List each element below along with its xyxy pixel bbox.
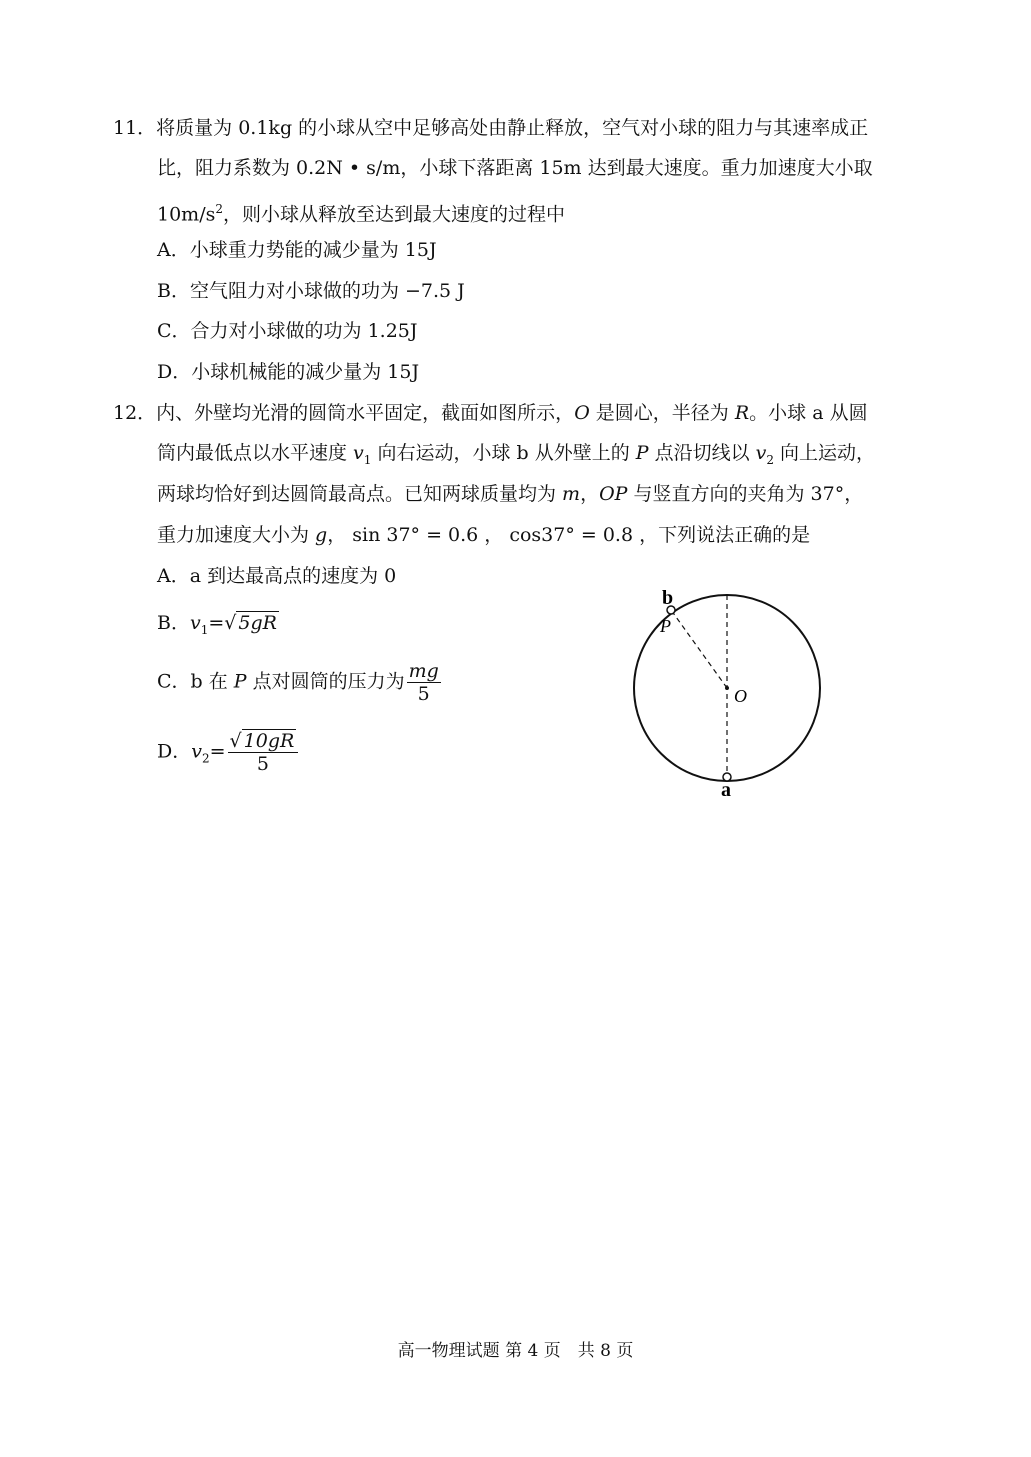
q11-option-d: D．小球机械能的减少量为 15J <box>157 361 420 383</box>
q12-line4: 重力加速度大小为 g， sin 37° = 0.6 ， cos37° = 0.8 ，下列说法正确的是 <box>157 524 811 546</box>
q11-line2: 比，阻力系数为 0.2N • s/m，小球下落距离 15m 达到最大速度。重力加速度大小取 <box>157 157 873 179</box>
fraction-mg-over-5: $\frac{mg}{5}$ <box>408 660 439 705</box>
cylinder-figure <box>620 580 840 810</box>
q11-option-c: C．合力对小球做的功为 1.25J <box>157 320 418 342</box>
label-b: b <box>662 587 674 609</box>
label-o: O <box>734 686 747 706</box>
q12-option-c: C．b 在 P 点对圆筒的压力为 $\frac{mg}{5}$ <box>157 660 439 705</box>
q12-option-a: A．a 到达最高点的速度为 0 <box>157 565 397 587</box>
q11-line3: $10m/s^2$，则小球从释放至达到最大速度的过程中 <box>157 202 566 226</box>
fraction-sqrt-10gr-over-5: $\frac{√ 10gR}{5}$ <box>228 730 299 775</box>
q12-line3: 两球均恰好到达圆筒最高点。已知两球质量均为 m，OP 与竖直方向的夹角为 37°， <box>157 483 864 505</box>
q12-line1: 12．内、外壁均光滑的圆筒水平固定，截面如图所示，O 是圆心，半径为 R。小球 a 从圆 <box>113 402 868 424</box>
center-dot <box>725 686 729 690</box>
sqrt-symbol: √ 5gR <box>224 612 277 634</box>
q11-option-b: B．空气阻力对小球做的功为 −7.5 J <box>157 280 465 302</box>
q12-option-d: D．$v_2=$ $\frac{√ 10gR}{5}$ <box>157 730 298 775</box>
page-footer: 高一物理试题 第 4 页 共 8 页 <box>397 1341 634 1361</box>
q12-line2: 筒内最低点以水平速度 $v_1$ 向右运动，小球 b 从外壁上的 P 点沿切线以 $v_2$ 向上运动， <box>157 442 876 467</box>
label-p: P <box>660 616 671 636</box>
q11-line1: 11．将质量为 0.1kg 的小球从空中足够高处由静止释放，空气对小球的阻力与其速率成正 <box>113 117 869 139</box>
q11-option-a: A．小球重力势能的减少量为 15J <box>157 239 437 261</box>
radius-op <box>671 610 727 688</box>
q12-option-b: B．$v_1=√$ 5gR <box>157 612 277 637</box>
label-a: a <box>721 779 731 801</box>
